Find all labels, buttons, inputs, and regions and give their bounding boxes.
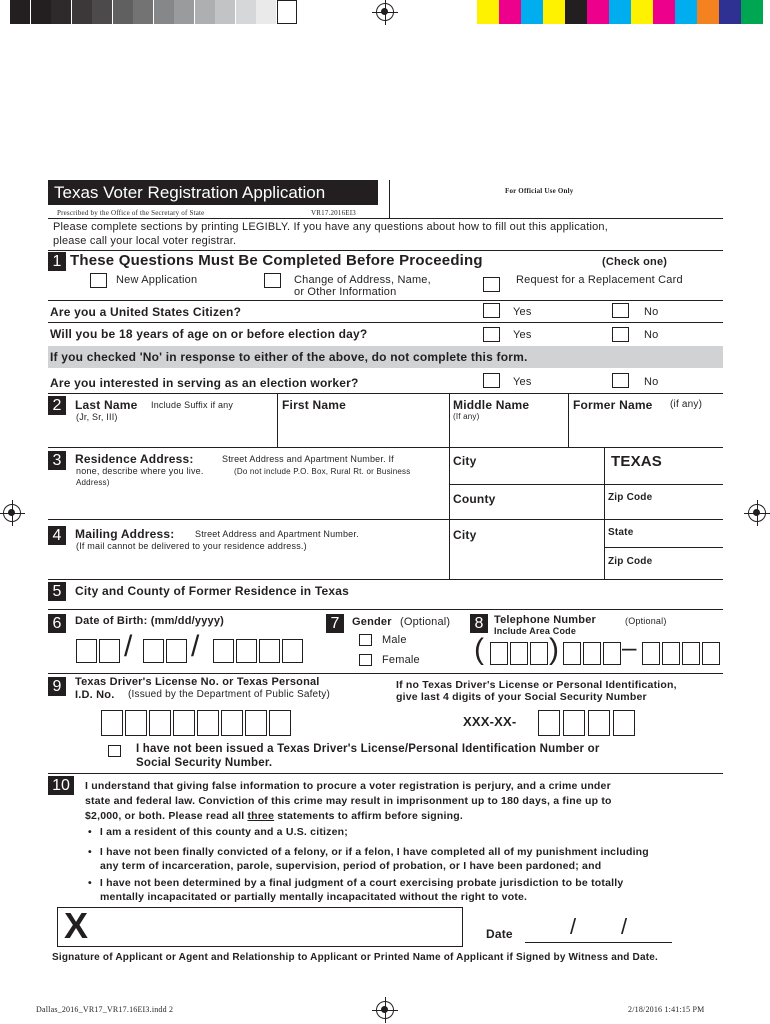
section-number: 9 bbox=[48, 677, 66, 696]
no-label: No bbox=[644, 306, 659, 318]
section1-title: These Questions Must Be Completed Before Proceeding bbox=[70, 252, 483, 269]
footer-timestamp: 2/18/2016 1:41:15 PM bbox=[628, 1005, 705, 1014]
color-swatch bbox=[631, 0, 653, 24]
change-address-checkbox[interactable] bbox=[264, 273, 281, 288]
dl-issued-note: (Issued by the Department of Public Safety) bbox=[128, 689, 331, 700]
section-number: 3 bbox=[48, 451, 66, 470]
replacement-card-checkbox[interactable] bbox=[483, 277, 500, 292]
phone-dash: – bbox=[622, 632, 637, 662]
section-divider bbox=[48, 519, 723, 520]
section-number: 1 bbox=[48, 252, 66, 271]
section-divider bbox=[48, 579, 723, 580]
dob-separator: / bbox=[124, 630, 133, 663]
ssn-instruction: If no Texas Driver's License or Personal Identification, bbox=[396, 679, 677, 691]
gray-swatch bbox=[256, 0, 276, 24]
color-swatch bbox=[719, 0, 741, 24]
field-divider bbox=[449, 484, 723, 485]
affirmation-bullet: • I have not been determined by a final judgment of a court exercising probate jurisdiction to be totally bbox=[88, 877, 623, 889]
phone-digit-box[interactable] bbox=[583, 642, 601, 665]
new-application-checkbox[interactable] bbox=[90, 273, 107, 288]
gray-swatch bbox=[154, 0, 174, 24]
section-divider bbox=[48, 673, 723, 674]
middle-name-label: Middle Name bbox=[453, 398, 530, 412]
dob-digit-box[interactable] bbox=[282, 639, 303, 663]
form-title-banner bbox=[48, 180, 378, 205]
gray-swatch bbox=[215, 0, 235, 24]
dl-digit-box[interactable] bbox=[125, 710, 147, 736]
gray-swatch bbox=[113, 0, 133, 24]
color-swatch bbox=[741, 0, 763, 24]
no-id-statement: I have not been issued a Texas Driver's License/Personal Identification Number or bbox=[136, 743, 600, 755]
gray-swatch bbox=[72, 0, 92, 24]
color-swatch bbox=[609, 0, 631, 24]
affirmation-text: I understand that giving false information to procure a voter registration is perjury, and a crime under bbox=[85, 780, 611, 792]
color-swatch bbox=[565, 0, 587, 24]
section-divider bbox=[48, 773, 723, 774]
worker-yes-checkbox[interactable] bbox=[483, 373, 500, 388]
section-number: 6 bbox=[48, 614, 66, 633]
section-number: 8 bbox=[470, 614, 488, 633]
female-label: Female bbox=[382, 654, 420, 666]
mailing-zip-label: Zip Code bbox=[608, 556, 653, 567]
field-divider bbox=[604, 547, 723, 548]
gender-label: Gender bbox=[352, 616, 392, 628]
section-number: 2 bbox=[48, 396, 66, 415]
yes-label: Yes bbox=[513, 376, 532, 388]
dob-digit-box[interactable] bbox=[99, 639, 120, 663]
form-code: VR17.2016EI3 bbox=[311, 209, 356, 217]
phone-close-paren: ) bbox=[549, 633, 560, 666]
phone-digit-box[interactable] bbox=[563, 642, 581, 665]
affirmation-text: state and federal law. Conviction of this crime may result in imprisonment up to 180 days, a fine up to bbox=[85, 795, 612, 807]
new-application-label: New Application bbox=[116, 274, 198, 286]
residence-desc: none, describe where you live. bbox=[76, 466, 204, 476]
official-use-divider bbox=[389, 180, 390, 218]
signature-box[interactable] bbox=[57, 907, 463, 947]
affirmation-bullet-cont: any term of incarceration, parole, supervision, period of probation, or I have been pardoned; and bbox=[100, 860, 602, 872]
phone-digit-box[interactable] bbox=[510, 642, 528, 665]
ssn-digit-box[interactable] bbox=[588, 710, 610, 736]
color-swatch bbox=[653, 0, 675, 24]
warning-text: If you checked 'No' in response to either of the above, do not complete this form. bbox=[50, 350, 528, 364]
gray-swatch bbox=[51, 0, 71, 24]
section-divider bbox=[48, 250, 723, 251]
field-divider bbox=[449, 393, 450, 447]
middle-if-any: (If any) bbox=[453, 412, 480, 421]
mailing-desc: (If mail cannot be delivered to your residence address.) bbox=[76, 541, 307, 551]
section-divider bbox=[48, 447, 723, 448]
color-swatch bbox=[543, 0, 565, 24]
phone-digit-box[interactable] bbox=[530, 642, 548, 665]
ssn-instruction: give last 4 digits of your Social Security Number bbox=[396, 691, 647, 703]
color-swatch bbox=[587, 0, 609, 24]
worker-no-checkbox[interactable] bbox=[612, 373, 629, 388]
change-address-label: Change of Address, Name, bbox=[294, 274, 431, 286]
no-label: No bbox=[644, 376, 659, 388]
dl-digit-box[interactable] bbox=[197, 710, 219, 736]
former-if-any: (if any) bbox=[670, 399, 703, 410]
signature-x: X bbox=[64, 905, 89, 946]
mailing-city-label: City bbox=[453, 528, 477, 542]
telephone-optional: (Optional) bbox=[625, 616, 667, 626]
gender-optional: (Optional) bbox=[400, 616, 451, 628]
gray-swatch bbox=[10, 0, 30, 24]
residence-city-label: City bbox=[453, 454, 477, 468]
registration-mark-icon bbox=[376, 3, 394, 21]
phone-digit-box[interactable] bbox=[662, 642, 680, 665]
intro-text: please call your local voter registrar. bbox=[53, 235, 237, 247]
dl-digit-box[interactable] bbox=[101, 710, 123, 736]
phone-digit-box[interactable] bbox=[702, 642, 720, 665]
dl-digit-box[interactable] bbox=[269, 710, 291, 736]
section-divider bbox=[48, 609, 723, 610]
field-divider bbox=[568, 393, 569, 447]
section-divider bbox=[48, 300, 723, 301]
footer-file: Dallas_2016_VR17_VR17.16EI3.indd 2 bbox=[36, 1005, 174, 1014]
former-name-label: Former Name bbox=[573, 398, 653, 412]
first-name-label: First Name bbox=[282, 398, 347, 412]
phone-digit-box[interactable] bbox=[490, 642, 508, 665]
affirmation-text bbox=[85, 810, 463, 822]
color-swatch bbox=[675, 0, 697, 24]
signature-caption: Signature of Applicant or Agent and Relationship to Applicant or Printed Name of Applicant if Signed by Witness and Date. bbox=[52, 952, 659, 963]
section-number: 7 bbox=[326, 614, 344, 633]
suffix-example: (Jr, Sr, III) bbox=[76, 412, 118, 422]
male-checkbox[interactable] bbox=[359, 634, 372, 646]
field-divider bbox=[449, 447, 450, 519]
residence-desc: Street Address and Apartment Number. If bbox=[222, 454, 394, 464]
dob-digit-box[interactable] bbox=[76, 639, 97, 663]
phone-digit-box[interactable] bbox=[642, 642, 660, 665]
residence-county-label: County bbox=[453, 492, 496, 506]
field-divider bbox=[604, 447, 605, 519]
mailing-desc: Street Address and Apartment Number. bbox=[195, 529, 359, 539]
residence-desc: Address) bbox=[76, 478, 110, 487]
male-label: Male bbox=[382, 634, 407, 646]
date-line[interactable] bbox=[525, 942, 672, 943]
affirmation-text-part: $2,000, or both. Please read all bbox=[85, 810, 245, 822]
female-checkbox[interactable] bbox=[359, 654, 372, 666]
gray-swatch bbox=[277, 0, 297, 24]
dob-digit-box[interactable] bbox=[166, 639, 187, 663]
telephone-label: Telephone Number bbox=[494, 614, 597, 626]
section-divider bbox=[48, 393, 723, 394]
registration-mark-icon bbox=[748, 504, 766, 522]
phone-open-paren: ( bbox=[474, 633, 485, 666]
mailing-address-label: Mailing Address: bbox=[75, 527, 175, 541]
section-number: 10 bbox=[48, 776, 74, 795]
last-name-label: Last Name bbox=[75, 398, 138, 412]
no-id-checkbox[interactable] bbox=[108, 745, 121, 757]
affirmation-bullet: • I am a resident of this county and a U.S. citizen; bbox=[88, 826, 348, 838]
gray-swatch bbox=[195, 0, 215, 24]
form-title: Texas Voter Registration Application bbox=[54, 183, 326, 202]
mailing-state-label: State bbox=[608, 527, 634, 538]
date-slash: / bbox=[621, 914, 628, 939]
citizen-no-checkbox[interactable] bbox=[612, 303, 629, 318]
dob-separator: / bbox=[191, 630, 200, 663]
phone-digit-box[interactable] bbox=[603, 642, 621, 665]
official-use-label: For Official Use Only bbox=[505, 187, 574, 195]
gray-swatch bbox=[92, 0, 112, 24]
citizen-yes-checkbox[interactable] bbox=[483, 303, 500, 318]
phone-digit-box[interactable] bbox=[682, 642, 700, 665]
ssn-prefix: XXX-XX- bbox=[463, 714, 517, 729]
yes-label: Yes bbox=[513, 306, 532, 318]
no-id-statement: Social Security Number. bbox=[136, 757, 273, 769]
check-one-note: (Check one) bbox=[602, 256, 668, 268]
change-address-label: or Other Information bbox=[294, 286, 397, 298]
gray-swatch bbox=[174, 0, 194, 24]
gray-swatch bbox=[133, 0, 153, 24]
affirmation-three: three bbox=[247, 810, 275, 822]
dob-digit-box[interactable] bbox=[236, 639, 257, 663]
dl-digit-box[interactable] bbox=[221, 710, 243, 736]
prescribed-note: Prescribed by the Office of the Secretary of State bbox=[57, 209, 205, 217]
warning-banner bbox=[48, 346, 723, 368]
ssn-digit-box[interactable] bbox=[563, 710, 585, 736]
gray-swatch bbox=[236, 0, 256, 24]
dl-digit-box[interactable] bbox=[245, 710, 267, 736]
election-worker-question: Are you interested in serving as an election worker? bbox=[50, 376, 359, 390]
date-slash: / bbox=[570, 914, 577, 939]
age-no-checkbox[interactable] bbox=[612, 327, 629, 342]
telephone-area-note: Include Area Code bbox=[494, 626, 577, 636]
replacement-card-label: Request for a Replacement Card bbox=[516, 274, 683, 286]
suffix-note: Include Suffix if any bbox=[151, 400, 234, 410]
dob-label: Date of Birth: (mm/dd/yyyy) bbox=[75, 615, 225, 627]
no-label: No bbox=[644, 329, 659, 341]
dl-digit-box[interactable] bbox=[149, 710, 171, 736]
field-divider bbox=[277, 393, 278, 447]
gray-swatch bbox=[31, 0, 51, 24]
affirmation-bullet-cont: mentally incapacitated or partially mentally incapacitated without the right to vote. bbox=[100, 891, 528, 903]
residence-address-label: Residence Address: bbox=[75, 452, 194, 466]
section-divider bbox=[48, 322, 723, 323]
dl-label: I.D. No. bbox=[75, 689, 115, 701]
color-swatch bbox=[697, 0, 719, 24]
dl-digit-box[interactable] bbox=[173, 710, 195, 736]
dob-digit-box[interactable] bbox=[213, 639, 234, 663]
field-divider bbox=[449, 519, 450, 579]
color-swatch bbox=[499, 0, 521, 24]
residence-zip-label: Zip Code bbox=[608, 492, 653, 503]
ssn-digit-box[interactable] bbox=[613, 710, 635, 736]
field-divider bbox=[604, 519, 605, 579]
yes-label: Yes bbox=[513, 329, 532, 341]
header-divider bbox=[48, 218, 723, 219]
affirmation-text-part: statements to affirm before signing. bbox=[277, 810, 463, 822]
dob-digit-box[interactable] bbox=[143, 639, 164, 663]
ssn-digit-box[interactable] bbox=[538, 710, 560, 736]
age-question: Will you be 18 years of age on or before election day? bbox=[50, 327, 368, 341]
registration-mark-icon bbox=[376, 1001, 394, 1019]
residence-desc: (Do not include P.O. Box, Rural Rt. or Business bbox=[234, 467, 411, 476]
intro-text: Please complete sections by printing LEGIBLY. If you have any questions about how to fill out this application, bbox=[53, 221, 609, 233]
registration-mark-icon bbox=[3, 504, 21, 522]
dob-digit-box[interactable] bbox=[259, 639, 280, 663]
date-label: Date bbox=[486, 927, 513, 941]
color-swatch bbox=[521, 0, 543, 24]
former-residence-label: City and County of Former Residence in Texas bbox=[75, 584, 349, 598]
citizen-question: Are you a United States Citizen? bbox=[50, 305, 242, 319]
residence-state: TEXAS bbox=[611, 453, 663, 470]
color-swatch bbox=[477, 0, 499, 24]
section-number: 5 bbox=[48, 582, 66, 601]
dl-label: Texas Driver's License No. or Texas Personal bbox=[75, 676, 320, 688]
section-number: 4 bbox=[48, 526, 66, 545]
affirmation-bullet: • I have not been finally convicted of a felony, or if a felon, I have completed all of my punishment including bbox=[88, 846, 649, 858]
age-yes-checkbox[interactable] bbox=[483, 327, 500, 342]
